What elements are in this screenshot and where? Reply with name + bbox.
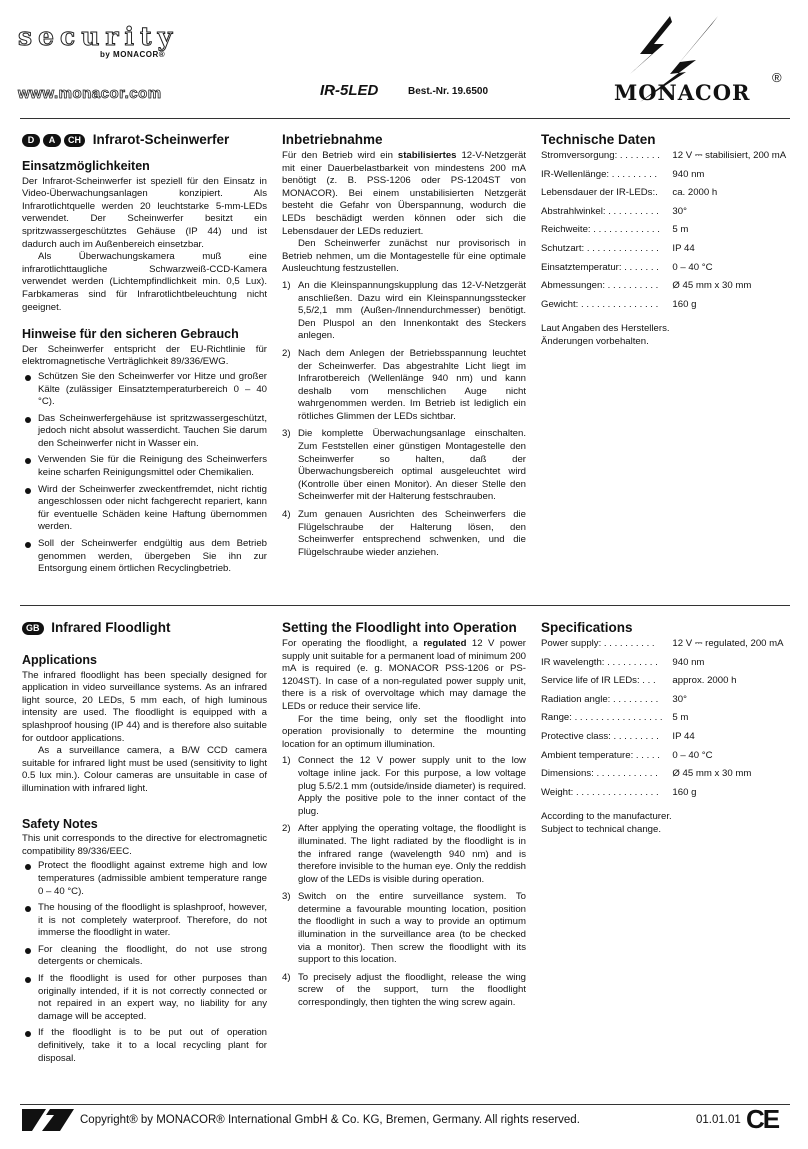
spec-row: Power supply: . . . . . . . . . . 12 V ⎓ regulated, 200 mA — [541, 638, 784, 649]
list-item: Schützen Sie den Scheinwerfer vor Hitze und großer Kälte (zulässiger Einsatztemperaturbereich 0 – 40 °C). — [22, 371, 267, 409]
en-operation-steps — [282, 755, 526, 1009]
de-operation-steps — [282, 280, 526, 559]
en-column-2 — [282, 620, 526, 1015]
flag-badge: D — [22, 134, 40, 147]
ce-mark: CE — [746, 1104, 779, 1134]
en-column-1 — [22, 620, 267, 1069]
spec-row: Ambient temperature: . . . . . 0 – 40 °C — [541, 749, 713, 761]
spec-row: Abstrahlwinkel: . . . . . . . . . . 30° — [541, 205, 687, 217]
spec-row: Dimensions: . . . . . . . . . . . . Ø 45 mm x 30 mm — [541, 768, 752, 780]
spec-row: Einsatztemperatur: . . . . . . . 0 – 40 °C — [541, 261, 713, 273]
list-item: The housing of the floodlight is splashproof, however, it is not completely waterproof. Therefore, do not immerse the floodlight in water. — [22, 902, 267, 940]
en-column-3 — [541, 620, 791, 837]
de-operation-heading: Inbetriebnahme — [282, 132, 383, 147]
de-safety-list — [22, 371, 267, 576]
flag-badge: GB — [22, 622, 44, 635]
en-specs-heading: Specifications — [541, 620, 633, 635]
spec-row: Protective class: . . . . . . . . . IP 44 — [541, 730, 695, 742]
section-divider — [20, 605, 790, 606]
de-specs-note-2: Änderungen vorbehalten. — [541, 335, 649, 347]
registered-mark: ® — [772, 70, 782, 85]
en-operation-p1: For operating the floodlight, a regulated 12 V power supply unit suitable for a permanent load of minimum 200 mA is required (e. g. MONACOR PSS-1206 or PS-1204ST). In case of a non-regulated power supply unit, there is a risk of overvoltage which may damage the LEDs or reduce their service life. — [282, 638, 526, 712]
en-specs-note-1: According to the manufacturer. — [541, 811, 672, 823]
de-operation-p2: Den Scheinwerfer zunächst nur provisorisch in Betrieb nehmen, um die Montagestelle für eine optimale Ausleuchtung festzustellen. — [282, 238, 526, 275]
en-applications-heading: Applications — [22, 653, 98, 667]
en-operation-p2: For the time being, only set the floodlight into operation provisionally to determine the mounting location for an optimum illumination. — [282, 713, 526, 750]
list-item: For cleaning the floodlight, do not use strong detergents or chemicals. — [22, 944, 267, 969]
de-applications-heading: Einsatzmöglichkeiten — [22, 159, 150, 173]
brand-security-wordmark: security — [18, 22, 179, 51]
spec-row: IR-Wellenlänge: . . . . . . . . . 940 nm — [541, 168, 705, 180]
spec-row: Schutzart: . . . . . . . . . . . . . . IP 44 — [541, 242, 695, 254]
spec-row: Radiation angle: . . . . . . . . . 30° — [541, 693, 687, 705]
list-item: 3) Switch on the entire surveillance system. To determine a favourable mounting location, position the floodlight in such a way to provide an optimum illumination in the surveillance area (to be checked via a monitor). Then screw the floodlight with its support to this location. — [282, 891, 526, 966]
en-safety-intro: This unit corresponds to the directive for electromagnetic compatibility 89/336/EEC. — [22, 833, 267, 857]
en-specs-table — [541, 638, 791, 799]
spec-row: IR wavelength: . . . . . . . . . . 940 nm — [541, 656, 705, 668]
list-item: If the floodlight is to be put out of operation definitively, take it to a local recycling plant for disposal. — [22, 1027, 267, 1065]
de-specs-heading: Technische Daten — [541, 132, 656, 147]
brand-by-line: by MONACOR® — [100, 50, 166, 59]
copyright-notice: Copyright® by MONACOR® International GmbH & Co. KG, Bremen, Germany. All rights reserved. — [80, 1114, 580, 1126]
de-title-text: Infrarot-Scheinwerfer — [92, 132, 230, 147]
list-item: If the floodlight is used for other purposes than originally intended, if it is not correctly connected or not repaired in an expert way, no liability for any damage will be accepted. — [22, 973, 267, 1023]
language-flags — [22, 134, 85, 147]
de-applications-p1: Der Infrarot-Scheinwerfer ist speziell für den Einsatz in Video-Überwachungsanlagen konzipiert. Als Infrarotlichtquelle werden 20 leuchtstarke 5-mm-LEDs verwendet. Der Scheinwerfer besitzt ein spritzwassergeschütztes Gehäuse (IP 44) und ist dadurch auch im Außenbereich einsetzbar. — [22, 175, 267, 250]
list-item: Das Scheinwerfergehäuse ist spritzwassergeschützt, jedoch nicht absolut wasserdicht. Tauchen Sie darum den Scheinwerfer nicht in Wasser ein. — [22, 413, 267, 451]
flag-badge: A — [43, 134, 61, 147]
language-flags — [22, 622, 44, 635]
monacor-logo: MONACOR — [614, 80, 751, 105]
spec-row: Weight: . . . . . . . . . . . . . . . . 160 g — [541, 786, 697, 798]
en-operation-heading: Setting the Floodlight into Operation — [282, 620, 517, 635]
list-item: Soll der Scheinwerfer endgültig aus dem Betrieb genommen werden, übergeben Sie ihn zur Entsorgung einem örtlichen Recyclingbetrieb. — [22, 538, 267, 576]
de-specs-note-1: Laut Angaben des Herstellers. — [541, 323, 670, 335]
website-url: www.monacor.com — [18, 85, 162, 102]
de-column-3 — [541, 132, 791, 349]
list-item: Wird der Scheinwerfer zweckentfremdet, nicht richtig angeschlossen oder nicht fachgerecht repariert, kann für eventuelle Schäden keine Haftung übernommen werden. — [22, 484, 267, 534]
en-safety-heading: Safety Notes — [22, 816, 98, 831]
en-applications-p2: As a surveillance camera, a B/W CCD camera suitable for infrared light must be used (sensitivity to light 0.5 lux min.). Colour cameras are unsuitable in case of illumination with infrared light. — [22, 745, 267, 794]
de-applications-p2: Als Überwachungskamera muß eine infrarotlichttaugliche Schwarzweiß-CCD-Kamera verwendet werden (Lichtempfindlichkeit min. 0,5 Lux). Farbkameras sind für Infrarotlichtbeleuchtung nicht geeignet. — [22, 251, 267, 313]
list-item: 4) Zum genauen Ausrichten des Scheinwerfers die Flügelschraube der Halterung lösen, den Scheinwerfer entsprechend schwenken, und die Flügelschraube wieder anziehen. — [282, 509, 526, 558]
spec-row: Stromversorgung: . . . . . . . . 12 V ⎓ stabilisiert, 200 mA — [541, 150, 787, 161]
document-date: 01.01.01 — [696, 1114, 741, 1126]
de-specs-table — [541, 150, 791, 311]
spec-row: Lebensdauer der IR-LEDs:. ca. 2000 h — [541, 187, 718, 199]
de-safety-heading: Hinweise für den sicheren Gebrauch — [22, 327, 239, 342]
spec-row: Reichweite: . . . . . . . . . . . . . 5 m — [541, 224, 689, 236]
de-operation-p1: Für den Betrieb wird ein stabilisiertes 12-V-Netzgerät mit einer Dauerbelastbarkeit von mindestens 200 mA benötigt (z. B. PSS-1206 oder PS-1204ST von MONACOR). Bei einem unstabilisierten Netzgerät besteht die Gefahr von Überspannung, wodurch die LEDs beschädigt werden können oder sich die Lebensdauer der LEDs reduziert. — [282, 150, 526, 237]
order-number: Best.-Nr. 19.6500 — [408, 86, 489, 97]
spec-row: Gewicht: . . . . . . . . . . . . . . . 160 g — [541, 298, 697, 310]
model-number: IR-5LED — [320, 82, 379, 99]
list-item: 1) An die Kleinspannungskupplung das 12-V-Netzgerät anschließen. Dazu wird ein Kleinspannungsstecker 5,5/2,1 mm (Außen-/Innendurchmesser) benötigt. Den Pluspol an den Innenkontakt des Steckers anlegen. — [282, 279, 526, 342]
en-applications-p1: The infrared floodlight has been specially designed for application in video surveillance systems. As an infrared light source, 20 LEDs, 5 mm each, of high luminous intensity are used. The floodlight is equipped with a splashproof housing (IP 44) and is therefore also suitable for outdoor applications. — [22, 669, 267, 744]
de-column-1 — [22, 132, 267, 580]
de-section-title — [22, 132, 267, 148]
manufacturer-logo-icon — [22, 1109, 74, 1131]
flag-badge: CH — [64, 134, 85, 147]
en-section-title — [22, 620, 267, 636]
en-safety-list — [22, 860, 267, 1065]
en-specs-note-2: Subject to technical change. — [541, 823, 662, 835]
spec-row: Service life of IR LEDs: . . . approx. 2000 h — [541, 675, 737, 687]
list-item: 1) Connect the 12 V power supply unit to the low voltage inline jack. For this purpose, a low voltage plug 5.5/2.1 mm (outside/inside diameter) is required. Apply the positive pole to the inner contact of the plug. — [282, 755, 526, 817]
de-column-2 — [282, 132, 526, 564]
spec-row: Range: . . . . . . . . . . . . . . . . . 5 m — [541, 712, 689, 724]
en-title-text: Infrared Floodlight — [51, 620, 171, 635]
de-safety-intro: Der Scheinwerfer entspricht der EU-Richtlinie für elektromagnetische Verträglichkeit 89/336/EWG. — [22, 343, 267, 368]
list-item: 2) After applying the operating voltage, the floodlight is illuminated. The light radiated by the floodlight is in the infrared range (wavelength 940 nm) and is therefore invisible to the human eye. Only the reddish glow of the LEDs is visible during operation. — [282, 823, 526, 885]
spec-row: Abmessungen: . . . . . . . . . . Ø 45 mm x 30 mm — [541, 280, 752, 292]
list-item: Verwenden Sie für die Reinigung des Scheinwerfers keine scharfen Reinigungsmittel oder Chemikalien. — [22, 454, 267, 479]
footer-divider — [20, 1104, 790, 1105]
list-item: 3) Die komplette Überwachungsanlage einschalten. Zum Feststellen einer günstigen Montagestelle den Scheinwerfer so halten, daß der Überwachungsbereich optimal ausgeleuchtet wird (Kontrolle über einen Monitor). An dieser Stelle den Scheinwerfer mit der Halterung festschrauben. — [282, 428, 526, 503]
list-item: 2) Nach dem Anlegen der Betriebsspannung leuchtet der Scheinwerfer. Das abgestrahlte Licht liegt im Infrarotbereich (Wellenlänge 940 nm) und kann deshalb vom menschlichen Auge nicht wahrgenommen werden. Im Betrieb ist lediglich ein rötliches Glimmen der LEDs sichtbar. — [282, 347, 526, 422]
header-divider — [20, 118, 790, 119]
list-item: Protect the floodlight against extreme high and low temperatures (admissible ambient temperature range 0 – 40 °C). — [22, 860, 267, 898]
list-item: 4) To precisely adjust the floodlight, release the wing screw of the support, turn the floodlight correspondingly, then tighten the wing screw again. — [282, 971, 526, 1009]
